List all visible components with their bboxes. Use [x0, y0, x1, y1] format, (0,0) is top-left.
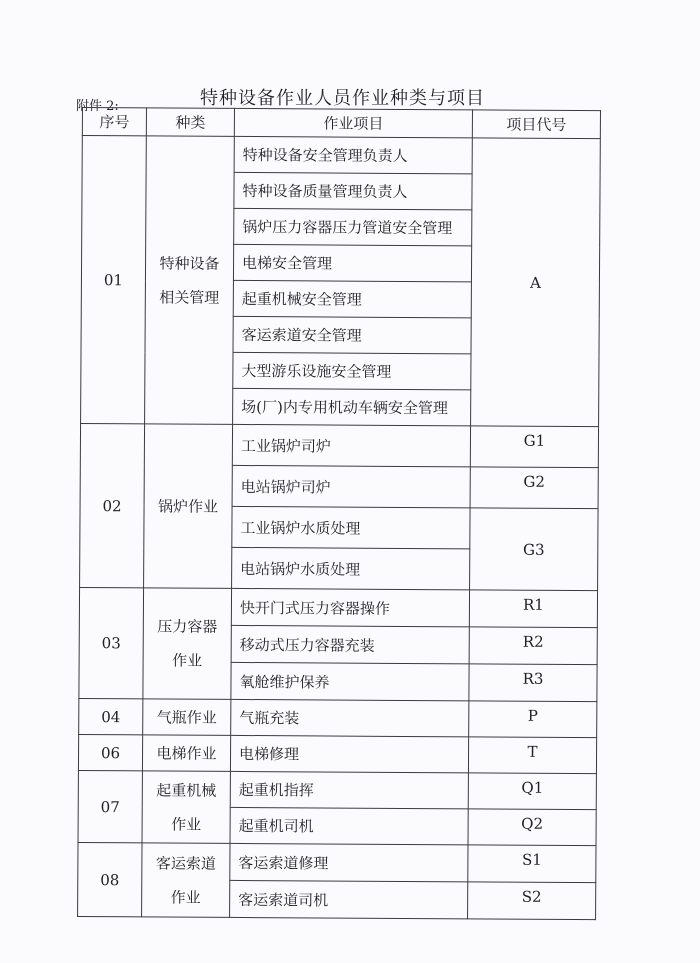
work-item-cell: 移动式压力容器充装 [231, 625, 469, 663]
category-cell: 压力容器 作业 [143, 588, 232, 700]
table-row [78, 842, 596, 882]
table-row [79, 587, 597, 627]
work-item-cell: 电站锅炉司炉 [232, 465, 470, 507]
category-cell: 锅炉作业 [144, 424, 233, 589]
table-row [82, 136, 600, 175]
work-item-cell: 特种设备质量管理负责人 [234, 172, 472, 209]
document-title: 特种设备作业人员作业种类与项目 [200, 88, 485, 109]
table-row [78, 770, 596, 809]
table-row [80, 423, 598, 467]
work-item-cell: 氧舱维护保养 [231, 662, 469, 700]
item-code-cell: G2 [470, 467, 598, 509]
item-code-cell: P [469, 701, 597, 738]
work-item-cell: 工业锅炉水质处理 [232, 506, 470, 548]
item-code-cell: G1 [470, 426, 598, 468]
category-cell: 客运索道 作业 [142, 843, 230, 918]
category-cell: 特种设备 相关管理 [145, 136, 235, 425]
item-code-cell: Q1 [468, 773, 596, 810]
work-item-cell: 大型游乐设施安全管理 [233, 352, 471, 389]
work-item-cell: 起重机械安全管理 [233, 280, 471, 317]
table-header-row [82, 108, 600, 139]
work-item-cell: 起重机司机 [230, 807, 468, 844]
header-category: 种类 [146, 108, 234, 137]
serial-no-cell: 08 [78, 842, 142, 916]
work-item-cell: 电梯安全管理 [233, 244, 471, 281]
item-code-cell: R2 [469, 627, 597, 665]
item-code-cell: S1 [468, 845, 596, 883]
work-item-cell: 客运索道修理 [230, 843, 468, 881]
serial-no-cell: 02 [80, 423, 145, 587]
serial-no-cell: 07 [78, 770, 142, 842]
item-code-cell: T [468, 737, 596, 774]
item-code-cell: Q2 [468, 809, 596, 846]
work-item-cell: 场(厂)内专用机动车辆安全管理 [233, 388, 471, 425]
work-item-cell: 电梯修理 [230, 735, 468, 772]
table-row [78, 734, 596, 773]
item-code-cell: S2 [468, 882, 596, 920]
serial-no-cell: 04 [79, 698, 143, 734]
work-category-table [77, 107, 601, 920]
table-row [79, 698, 597, 737]
work-item-cell: 电站锅炉水质处理 [232, 547, 470, 589]
attachment-label: 附件 2: [76, 99, 119, 114]
work-item-cell: 气瓶充装 [231, 699, 469, 736]
work-item-cell: 工业锅炉司炉 [232, 424, 470, 466]
category-cell: 气瓶作业 [143, 699, 231, 736]
work-item-cell: 起重机指挥 [230, 771, 468, 808]
category-cell: 起重机械 作业 [142, 771, 230, 844]
item-code-cell: R1 [469, 590, 597, 628]
work-item-cell: 锅炉压力容器压力管道安全管理 [234, 208, 472, 245]
item-code-cell: G3 [470, 508, 598, 591]
serial-no-cell: 03 [79, 587, 144, 698]
work-item-cell: 快开门式压力容器操作 [231, 588, 469, 626]
header-serial-no: 序号 [82, 108, 146, 136]
header-work-item: 作业项目 [234, 108, 472, 137]
header-item-code: 项目代号 [472, 110, 600, 139]
category-cell: 电梯作业 [142, 735, 230, 772]
work-item-cell: 特种设备安全管理负责人 [234, 136, 472, 173]
work-item-cell: 客运索道司机 [230, 880, 468, 918]
serial-no-cell: 06 [78, 734, 142, 770]
item-code-cell: R3 [469, 664, 597, 702]
item-code-cell: A [471, 138, 601, 427]
serial-no-cell: 01 [81, 136, 147, 424]
work-item-cell: 客运索道安全管理 [233, 316, 471, 353]
